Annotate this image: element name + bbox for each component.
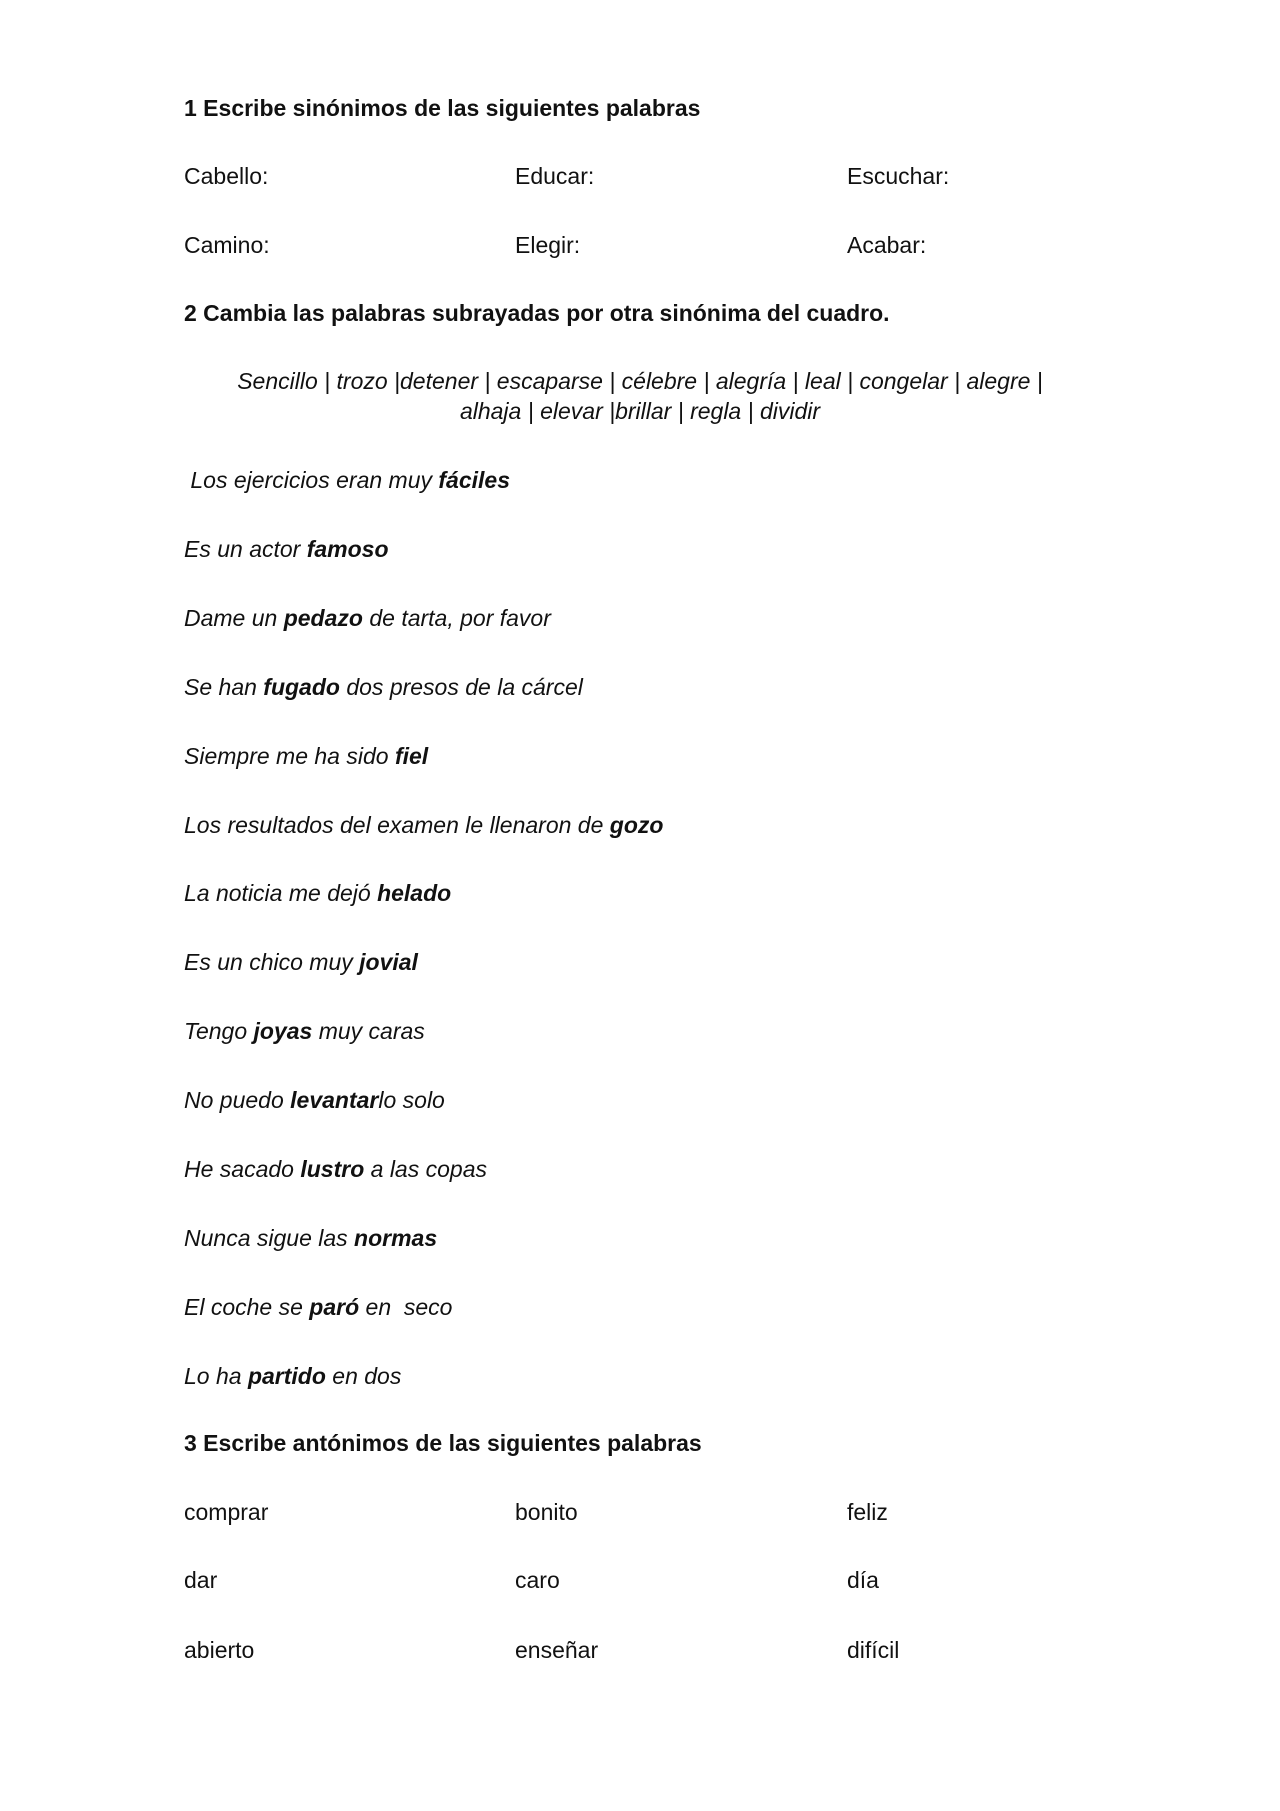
antonym-word: dar [184, 1567, 218, 1593]
antonym-word: difícil [847, 1637, 900, 1663]
sentence-text: dos presos de la cárcel [339, 673, 583, 700]
sentence-text: Siempre me ha sido [184, 742, 395, 769]
underlined-word: fugado [263, 673, 340, 700]
antonym-word: abierto [184, 1637, 255, 1663]
sentence-text: Tengo [184, 1018, 254, 1045]
sentence [184, 1086, 445, 1114]
sentence [184, 1224, 437, 1252]
underlined-word: paró [309, 1293, 360, 1320]
underlined-word: jovial [359, 949, 418, 976]
antonym-word: comprar [184, 1499, 269, 1525]
sentence [184, 466, 510, 494]
sentence-text: a las copas [364, 1156, 487, 1182]
sentence [184, 879, 451, 907]
sentence-text: El coche se [184, 1293, 310, 1320]
synonym-word: Acabar: [847, 232, 927, 258]
sentence [184, 673, 583, 701]
antonym-word: feliz [847, 1499, 888, 1525]
sentence [184, 1017, 425, 1045]
underlined-word: fáciles [438, 467, 510, 493]
sentence-text: He sacado [184, 1156, 301, 1182]
underlined-word: partido [247, 1362, 326, 1389]
sentence-text: muy caras [312, 1018, 425, 1045]
section3-title: 3 Escribe antónimos de las siguientes palabras [184, 1430, 702, 1456]
underlined-word: gozo [609, 811, 664, 838]
underlined-word: joyas [253, 1018, 313, 1045]
sentence-text: Es un chico muy [184, 949, 360, 976]
section2-title: 2 Cambia las palabras subrayadas por otra sinónima del cuadro. [184, 300, 890, 326]
underlined-word: fiel [394, 742, 429, 769]
sentence [184, 1155, 487, 1183]
sentence [184, 1362, 401, 1390]
sentence-text: La noticia me dejó [184, 880, 378, 907]
synonym-word: Elegir: [515, 232, 581, 258]
sentence-text: Nunca sigue las [184, 1224, 355, 1251]
sentence-text: Dame un [184, 604, 284, 631]
section1-title: 1 Escribe sinónimos de las siguientes palabras [184, 95, 701, 121]
word-box-line: Sencillo | trozo |detener | escaparse | célebre | alegría | leal | congelar | alegre | [237, 368, 1043, 394]
underlined-word: levantar [290, 1087, 379, 1114]
sentence-text: Los ejercicios eran muy [184, 467, 439, 493]
antonym-word: caro [515, 1567, 560, 1593]
sentence-text: Se han [184, 673, 264, 700]
synonym-word: Camino: [184, 232, 270, 258]
sentence-text: Lo ha [184, 1362, 248, 1389]
sentence-text: en dos [325, 1362, 402, 1389]
word-box [184, 366, 1096, 426]
sentence-text: lo solo [378, 1087, 445, 1114]
word-box-line: alhaja | elevar |brillar | regla | dividir [459, 398, 821, 424]
antonym-word: enseñar [515, 1637, 599, 1663]
underlined-word: pedazo [283, 604, 363, 631]
underlined-word: lustro [300, 1156, 365, 1182]
sentence-text: Es un actor [184, 535, 307, 562]
antonym-word: día [847, 1567, 879, 1593]
underlined-word: normas [354, 1224, 438, 1251]
sentence [184, 948, 418, 976]
sentence [184, 604, 551, 632]
sentence-text: en seco [359, 1293, 453, 1320]
sentence [184, 535, 389, 563]
sentence-text: No puedo [184, 1087, 291, 1114]
antonym-word: bonito [515, 1499, 578, 1525]
synonym-word: Educar: [515, 163, 595, 189]
sentence [184, 811, 663, 839]
underlined-word: helado [377, 880, 452, 907]
sentence [184, 1293, 452, 1321]
synonym-word: Cabello: [184, 163, 269, 189]
underlined-word: famoso [306, 535, 389, 562]
sentence [184, 742, 428, 770]
synonym-word: Escuchar: [847, 163, 950, 189]
sentence-text: de tarta, por favor [362, 604, 551, 631]
sentence-text: Los resultados del examen le llenaron de [184, 811, 610, 838]
